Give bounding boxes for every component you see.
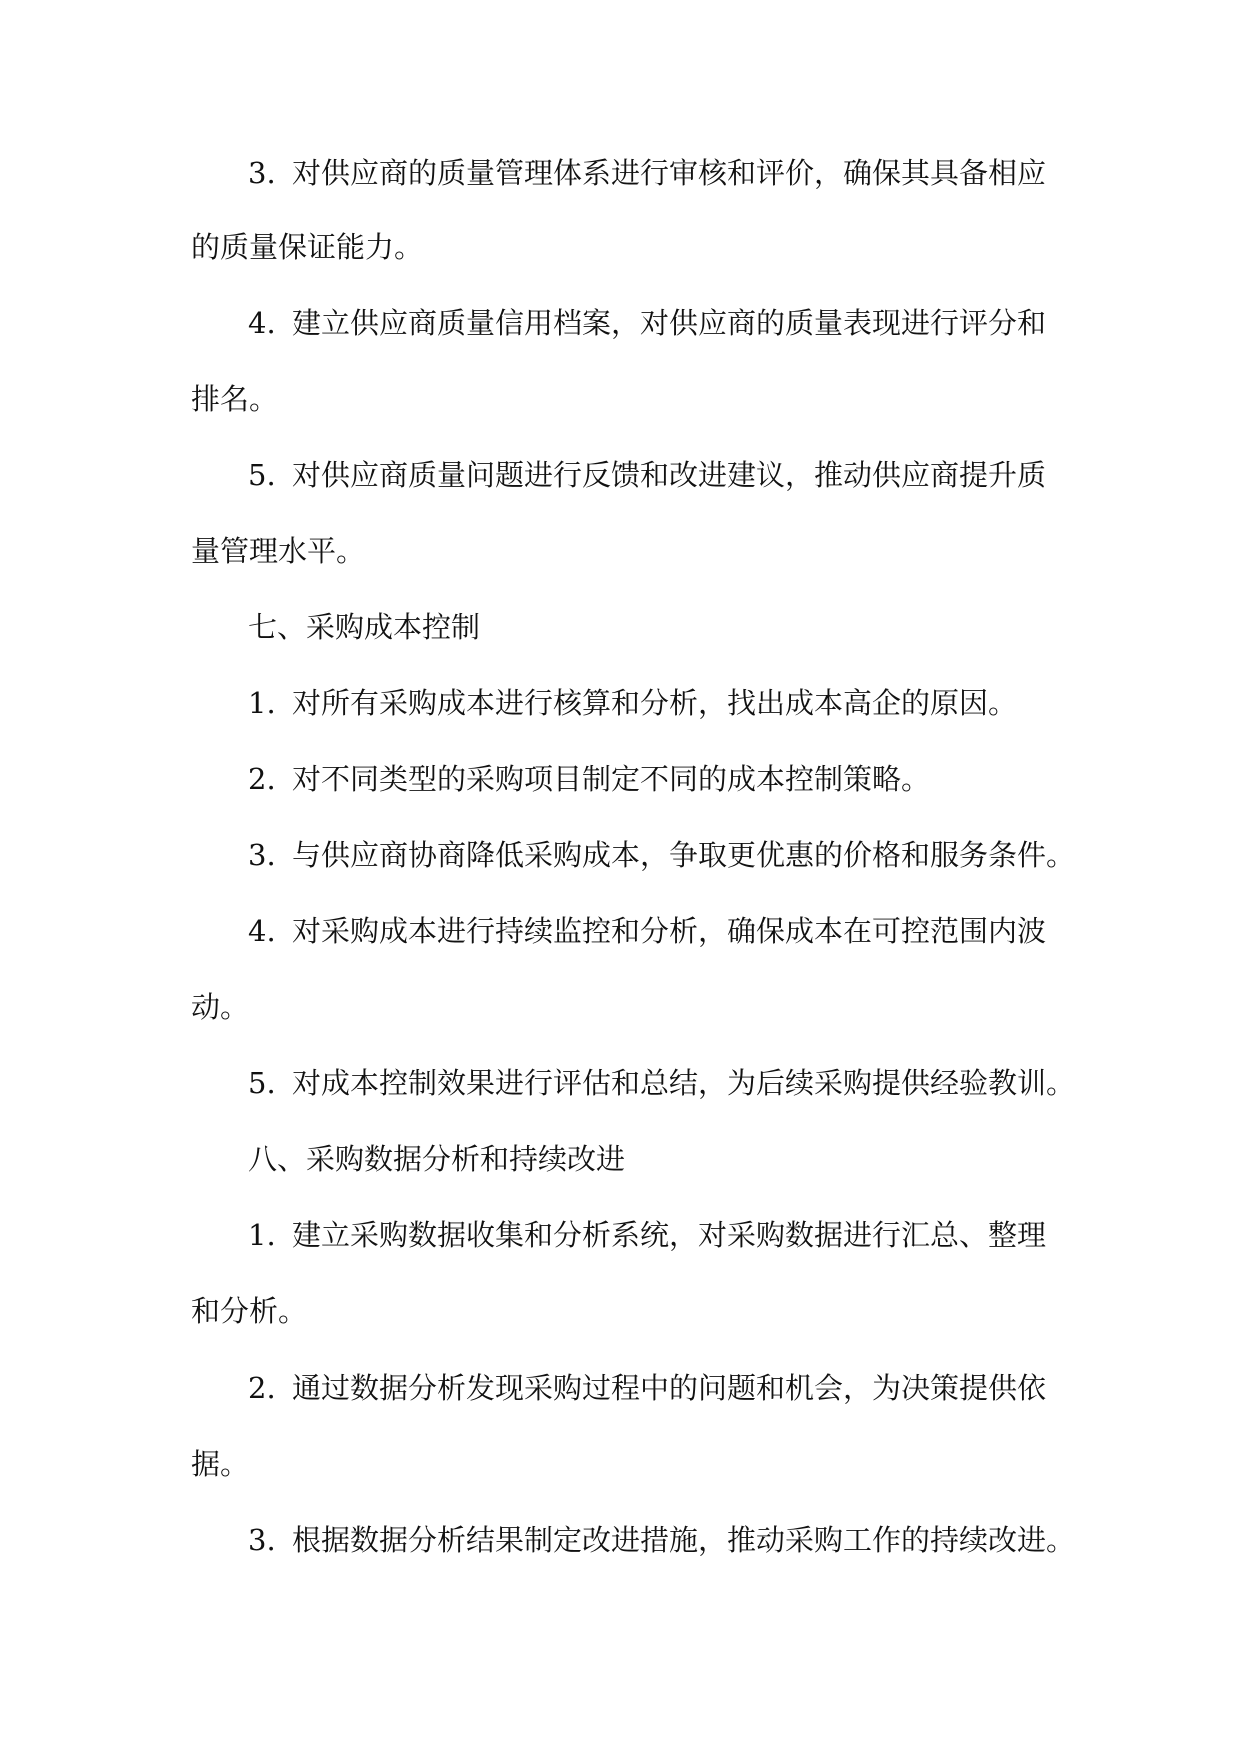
list-item-line: [248, 911, 1046, 951]
list-text: 对成本控制效果进行评估和总结，为后续采购提供经验教训。: [292, 1066, 1076, 1100]
list-number: 3.: [248, 1523, 276, 1557]
list-number: 4.: [248, 914, 276, 948]
list-text: 与供应商协商降低采购成本，争取更优惠的价格和服务条件。: [292, 838, 1076, 872]
list-item-line: [248, 1520, 1075, 1560]
list-text: 通过数据分析发现采购过程中的问题和机会，为决策提供依: [292, 1371, 1047, 1405]
list-item-continuation: 据。: [191, 1447, 250, 1481]
list-number: 5.: [248, 1066, 276, 1100]
list-number: 5.: [248, 458, 276, 492]
list-text: 对供应商质量问题进行反馈和改进建议，推动供应商提升质: [292, 458, 1047, 492]
list-text: 对不同类型的采购项目制定不同的成本控制策略。: [292, 762, 931, 796]
list-text: 建立采购数据收集和分析系统，对采购数据进行汇总、整理: [292, 1218, 1047, 1252]
list-item-line: [248, 1215, 1046, 1255]
list-item-line: [248, 835, 1075, 875]
list-number: 3.: [248, 838, 276, 872]
list-item-continuation: 动。: [191, 990, 250, 1024]
list-text: 建立供应商质量信用档案，对供应商的质量表现进行评分和: [292, 306, 1047, 340]
list-item-line: [248, 153, 1046, 193]
list-text: 对供应商的质量管理体系进行审核和评价，确保其具备相应: [292, 156, 1047, 190]
list-item-line: [248, 303, 1046, 343]
list-item-continuation: 的质量保证能力。: [191, 230, 424, 264]
list-item-continuation: 量管理水平。: [191, 534, 366, 568]
list-item-line: [248, 1368, 1046, 1408]
list-item-line: [248, 683, 1017, 723]
list-item-line: [248, 759, 930, 799]
list-number: 1.: [248, 686, 276, 720]
list-item-line: [248, 455, 1046, 495]
list-number: 2.: [248, 762, 276, 796]
list-number: 1.: [248, 1218, 276, 1252]
list-item-line: [248, 1063, 1075, 1103]
list-number: 3.: [248, 156, 276, 190]
list-item-continuation: 和分析。: [191, 1294, 308, 1328]
section-heading: 七、采购成本控制: [248, 610, 481, 644]
list-item-continuation: 排名。: [191, 382, 279, 416]
section-heading: 八、采购数据分析和持续改进: [248, 1142, 626, 1176]
list-text: 对采购成本进行持续监控和分析，确保成本在可控范围内波: [292, 914, 1047, 948]
list-number: 4.: [248, 306, 276, 340]
list-text: 根据数据分析结果制定改进措施，推动采购工作的持续改进。: [292, 1523, 1076, 1557]
list-text: 对所有采购成本进行核算和分析，找出成本高企的原因。: [292, 686, 1018, 720]
list-number: 2.: [248, 1371, 276, 1405]
